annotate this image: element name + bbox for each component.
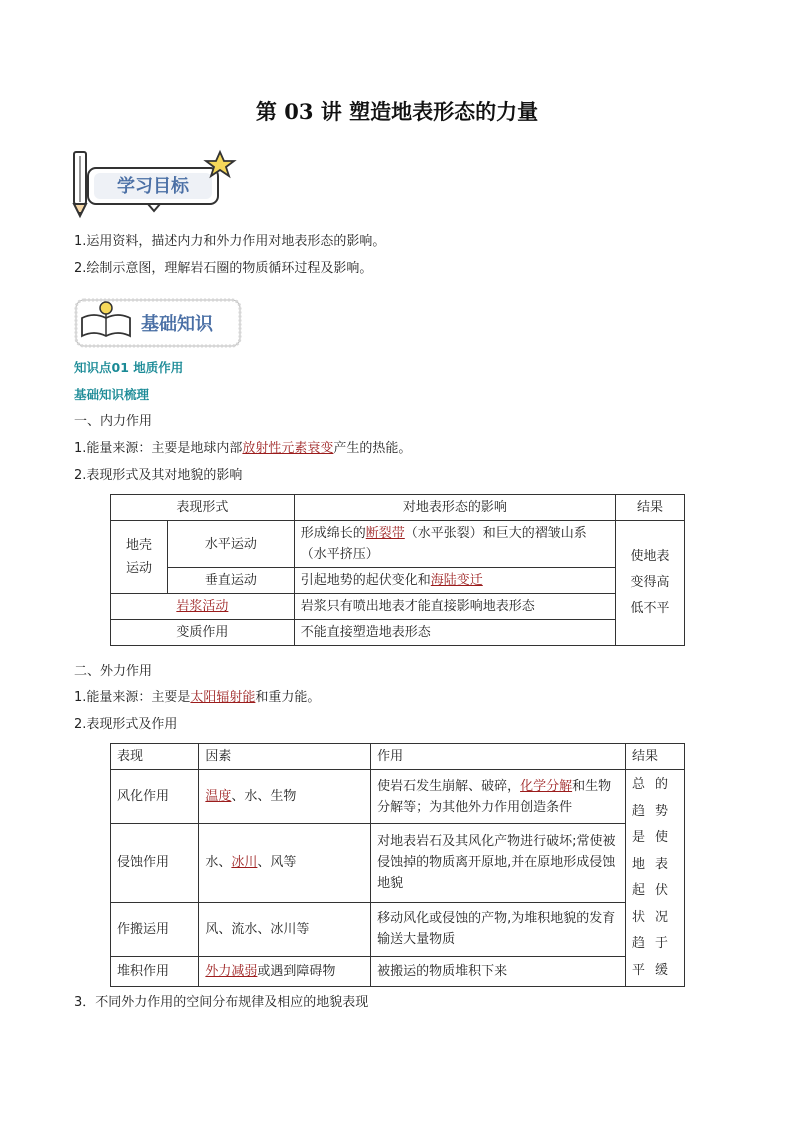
crust-movement-label: 地壳运动 bbox=[111, 521, 168, 594]
key-solar-radiation: 太阳辐射能 bbox=[190, 690, 256, 705]
deposition-effect: 被搬运的物质堆积下来 bbox=[371, 956, 626, 986]
weathering-label: 风化作用 bbox=[111, 770, 199, 824]
deposition-factors: 外力减弱或遇到障碍物 bbox=[199, 956, 371, 986]
page-title: 第 03 讲 塑造地表形态的力量 bbox=[255, 99, 539, 124]
section1-heading: 一、内力作用 bbox=[74, 414, 153, 429]
horizontal-movement-label: 水平运动 bbox=[168, 521, 295, 568]
erosion-effect: 对地表岩石及其风化产物进行破坏;常使被侵蚀掉的物质离开原地,并在原地形成侵蚀地貌 bbox=[371, 824, 626, 902]
transport-factors: 风、流水、冰川等 bbox=[199, 902, 371, 956]
knowledge-point-title: 知识点01 地质作用 bbox=[74, 360, 184, 375]
basic-knowledge-badge bbox=[72, 296, 244, 352]
goal-2: 2.绘制示意图，理解岩石圈的物质循环过程及影响。 bbox=[74, 261, 373, 276]
section1-forms: 2.表现形式及其对地貌的影响 bbox=[74, 468, 243, 483]
weathering-effect: 使岩石发生崩解、破碎，化学分解和生物分解等；为其他外力作用创造条件 bbox=[371, 770, 626, 824]
external-forces-table: 表现 因素 作用 结果 风化作用 温度、水、生物 使岩石发生崩解、破碎，化学分解和生物分解等；为其他外力作用创造条件 总的趋势是使地表起伏状况趋于平缓 侵蚀作用 水、冰川、风等 对地表岩石及其风化产物进行破坏;常使被侵蚀掉的物质离开原地,并在原地形成侵蚀地貌 作搬运用 风、流水、冰川等 移动风化或侵蚀的产物,为堆积地貌的发育输送大量物质 堆积作用 外力减弱或遇到障碍物 被搬运的物质堆积下来 bbox=[110, 743, 685, 987]
internal-forces-table: 表现形式 对地表形态的影响 结果 地壳运动 水平运动 形成绵长的断裂带（水平张裂）和巨大的褶皱山系 （水平挤压） 使地表变得高低不平 垂直运动 引起地势的起伏变化和海陆变迁 岩浆活动 岩浆只有喷出地表才能直接影响地表形态 变质作用 不能直接塑造地表形态 bbox=[110, 494, 685, 646]
deposition-label: 堆积作用 bbox=[111, 956, 199, 986]
learning-goals-badge bbox=[70, 146, 240, 222]
section3-heading: 3．不同外力作用的空间分布规律及相应的地貌表现 bbox=[74, 995, 369, 1010]
key-radioactive-decay: 放射性元素衰变 bbox=[242, 441, 334, 456]
pencil-icon bbox=[74, 152, 86, 216]
section2-heading: 二、外力作用 bbox=[74, 664, 153, 679]
weathering-factors: 温度、水、生物 bbox=[199, 770, 371, 824]
section1-energy: 1.能量来源：主要是地球内部放射性元素衰变产生的热能。 bbox=[74, 441, 412, 456]
erosion-label: 侵蚀作用 bbox=[111, 824, 199, 902]
transport-effect: 移动风化或侵蚀的产物,为堆积地貌的发育输送大量物质 bbox=[371, 902, 626, 956]
erosion-factors: 水、冰川、风等 bbox=[199, 824, 371, 902]
table1-result: 使地表变得高低不平 bbox=[616, 521, 685, 646]
basics-badge-label: 基础知识 bbox=[141, 314, 213, 335]
transport-label: 作搬运用 bbox=[111, 902, 199, 956]
goal-1: 1.运用资料，描述内力和外力作用对地表形态的影响。 bbox=[74, 234, 386, 249]
knowledge-subtitle: 基础知识梳理 bbox=[74, 387, 150, 402]
section2-energy: 1.能量来源：主要是太阳辐射能和重力能。 bbox=[74, 690, 321, 705]
section2-forms: 2.表现形式及作用 bbox=[74, 717, 178, 732]
magma-effect: 岩浆只有喷出地表才能直接影响地表形态 bbox=[294, 594, 615, 620]
goals-badge-label: 学习目标 bbox=[117, 176, 189, 197]
vertical-movement-effect: 引起地势的起伏变化和海陆变迁 bbox=[294, 568, 615, 594]
magma-label: 岩浆活动 bbox=[111, 594, 295, 620]
horizontal-movement-effect: 形成绵长的断裂带（水平张裂）和巨大的褶皱山系 （水平挤压） bbox=[294, 521, 615, 568]
metamorphism-effect: 不能直接塑造地表形态 bbox=[294, 620, 615, 646]
metamorphism-label: 变质作用 bbox=[111, 620, 295, 646]
vertical-movement-label: 垂直运动 bbox=[168, 568, 295, 594]
table2-result: 总的趋势是使地表起伏状况趋于平缓 bbox=[626, 770, 685, 987]
